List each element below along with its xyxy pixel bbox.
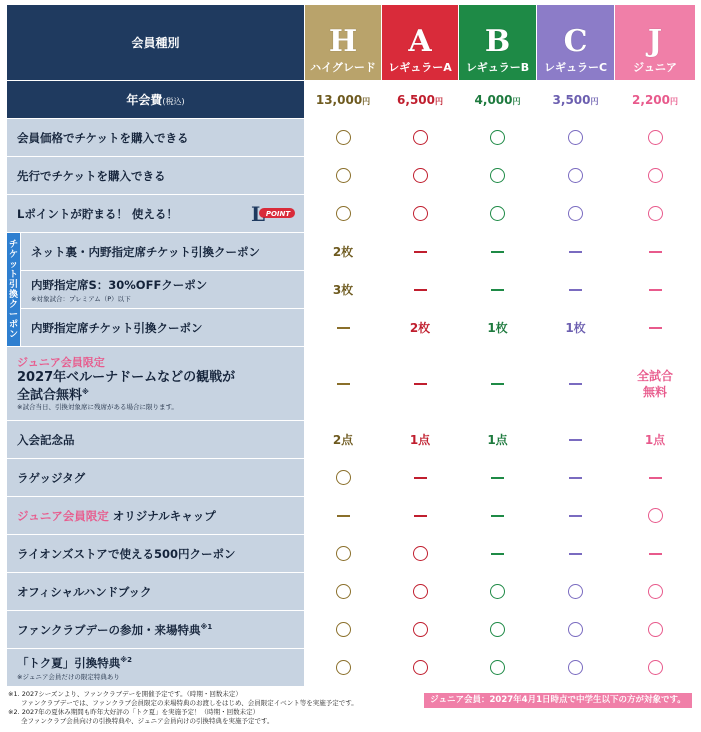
not-available-dash-icon: [649, 251, 662, 253]
member-type-label: 会員種別: [7, 5, 305, 81]
tier-letter: C: [563, 24, 588, 59]
mark-cell: [459, 157, 537, 195]
mark-cell: [382, 497, 459, 535]
junior-eligibility-note: ジュニア会員：2027年4月1日時点で中学生以下の方が対象です。: [424, 693, 692, 708]
annual-fee-label: [7, 81, 305, 119]
mark-cell: [459, 347, 537, 421]
mark-cell: [305, 347, 382, 421]
lpoint-logo-text: POINT: [265, 210, 291, 218]
available-circle-icon: [490, 622, 505, 637]
mark-cell: [459, 119, 537, 157]
fee-amount: 6,500: [397, 92, 435, 107]
available-circle-icon: [336, 206, 351, 221]
count-value: 1枚: [565, 321, 586, 335]
benefit-row: [7, 233, 696, 271]
count-value: 3枚: [332, 283, 354, 297]
sidebar-char: ク: [8, 299, 18, 310]
benefit-row: [7, 421, 696, 459]
mark-cell: [459, 309, 537, 347]
tier-a-header: [382, 5, 459, 81]
sidebar-char: 引: [8, 279, 18, 290]
not-available-dash-icon: [414, 251, 427, 253]
count-value: 1枚: [487, 321, 508, 335]
mark-cell: [459, 233, 537, 271]
benefit-label: ラゲッジタグ: [7, 459, 305, 497]
footnote-line: ※2. 2027年の夏休み期間も昨年大好評の「トク夏」を実施予定！（時期・回数未定）: [8, 708, 260, 716]
mark-cell: [382, 233, 459, 271]
mark-cell: [305, 611, 382, 649]
fee-cell: [305, 81, 382, 119]
available-circle-icon: [413, 660, 428, 675]
not-available-dash-icon: [337, 515, 350, 517]
not-available-dash-icon: [491, 289, 504, 291]
not-available-dash-icon: [569, 251, 582, 253]
mark-cell: [459, 649, 537, 687]
fee-unit: 円: [590, 96, 599, 106]
count-value: 1点: [487, 433, 508, 447]
mark-cell: [305, 157, 382, 195]
sidebar-char: チ: [8, 239, 18, 250]
benefit-note: ※ジュニア会員だけの限定特典あり: [17, 672, 120, 681]
mark-cell: [615, 271, 696, 309]
mark-cell: [305, 309, 382, 347]
lpoint-logo: [250, 202, 296, 224]
mark-cell: [615, 309, 696, 347]
mark-cell: [382, 535, 459, 573]
mark-cell: [537, 347, 615, 421]
available-circle-icon: [648, 584, 663, 599]
tier-letter: J: [647, 24, 663, 59]
mark-cell: [459, 271, 537, 309]
available-circle-icon: [413, 130, 428, 145]
fee-cell: [615, 81, 696, 119]
sidebar-text: [7, 240, 20, 340]
benefit-row: [7, 497, 696, 535]
benefit-label-cell: [7, 195, 305, 233]
not-available-dash-icon: [569, 289, 582, 291]
tier-j-header: [615, 5, 696, 81]
mark-cell: [305, 497, 382, 535]
mark-cell: [537, 233, 615, 271]
fee-amount: 4,000: [474, 92, 513, 107]
mark-cell: [615, 347, 696, 421]
benefit-label-line2: 全試合無料: [17, 387, 83, 403]
not-available-dash-icon: [569, 383, 582, 385]
mark-cell: [615, 459, 696, 497]
benefit-row: [7, 195, 696, 233]
available-circle-icon: [568, 660, 583, 675]
mark-cell: [537, 459, 615, 497]
benefit-label: 会員価格でチケットを購入できる: [7, 119, 305, 157]
mark-cell: [459, 421, 537, 459]
available-circle-icon: [568, 206, 583, 221]
benefit-label: ネット裏・内野指定席チケット引換クーポン: [21, 233, 305, 271]
count-value: 1点: [409, 433, 431, 447]
fee-amount: 3,500: [552, 92, 591, 107]
mark-cell: [382, 157, 459, 195]
mark-cell: [305, 195, 382, 233]
available-circle-icon: [336, 470, 351, 485]
tier-letter: B: [484, 24, 511, 59]
mark-cell: [382, 611, 459, 649]
available-circle-icon: [648, 660, 663, 675]
benefit-row: [7, 309, 696, 347]
sidebar-char: ト: [8, 269, 18, 280]
mark-cell: [537, 573, 615, 611]
footnote-line: ※1. 2027シーズンより、ファンクラブデーを開催予定です。（時期・回数未定）: [8, 690, 242, 698]
sidebar-char: ポ: [8, 319, 18, 330]
benefit-sup: ※: [82, 387, 89, 396]
benefit-sup: ※2: [120, 655, 132, 664]
tax-note: (税込): [162, 97, 185, 106]
benefit-note: ※対象試合：プレミアム（P）以下: [31, 294, 131, 303]
mark-cell: [615, 611, 696, 649]
mark-cell: [537, 611, 615, 649]
benefit-sup: ※1: [200, 622, 213, 631]
not-available-dash-icon: [491, 477, 504, 479]
mark-cell: [615, 233, 696, 271]
not-available-dash-icon: [569, 515, 582, 517]
available-circle-icon: [336, 584, 351, 599]
benefit-row: [7, 157, 696, 195]
fee-cell: [459, 81, 537, 119]
not-available-dash-icon: [414, 477, 427, 479]
count-value: 2枚: [332, 245, 354, 259]
comparison-table: [6, 4, 696, 687]
mark-cell: [382, 119, 459, 157]
available-circle-icon: [413, 622, 428, 637]
mark-cell: [615, 649, 696, 687]
benefit-label: 内野指定席チケット引換クーポン: [21, 309, 305, 347]
footnote-line: ファンクラブデーでは、ファンクラブ会員限定の来場特典のお渡しをはじめ、会員限定イベント等を実施予定です。: [8, 699, 358, 707]
available-circle-icon: [336, 660, 351, 675]
fee-row: [7, 81, 696, 119]
tier-letter: H: [328, 24, 358, 59]
sidebar-char: ー: [8, 309, 18, 320]
benefit-rows: [7, 119, 696, 687]
annual-fee-text: 年会費: [126, 93, 163, 107]
mark-cell: [382, 421, 459, 459]
not-available-dash-icon: [569, 553, 582, 555]
benefit-label: 先行でチケットを購入できる: [7, 157, 305, 195]
footnote-line: 全ファンクラブ会員向けの引換特典や、ジュニア会員向けの引換特典を実施予定です。: [8, 717, 274, 725]
mark-cell: [459, 573, 537, 611]
tier-b-header: [459, 5, 537, 81]
available-circle-icon: [648, 622, 663, 637]
sidebar-char: ッ: [8, 259, 18, 270]
not-available-dash-icon: [491, 383, 504, 385]
mark-cell: [615, 497, 696, 535]
tier-name: ハイグレード: [310, 61, 376, 74]
benefit-label: オリジナルキャップ: [112, 508, 216, 523]
all-games-line1: 全試合: [637, 368, 674, 383]
fee-amount: 2,200: [632, 92, 670, 107]
available-circle-icon: [336, 130, 351, 145]
tier-name: レギュラーB: [465, 61, 530, 74]
count-value: 2枚: [409, 321, 431, 335]
mark-cell: [537, 271, 615, 309]
not-available-dash-icon: [337, 327, 350, 329]
not-available-dash-icon: [649, 477, 662, 479]
all-games-line2: 無料: [643, 384, 668, 399]
mark-cell: [382, 649, 459, 687]
mark-cell: [305, 119, 382, 157]
available-circle-icon: [648, 130, 663, 145]
mark-cell: [459, 611, 537, 649]
mark-cell: [537, 195, 615, 233]
mark-cell: [537, 421, 615, 459]
benefit-label: オフィシャルハンドブック: [7, 573, 305, 611]
mark-cell: [382, 347, 459, 421]
mark-cell: [305, 233, 382, 271]
benefit-label: ライオンズストアで使える500円クーポン: [7, 535, 305, 573]
benefit-label-cell: [7, 611, 305, 649]
mark-cell: [305, 535, 382, 573]
mark-cell: [537, 497, 615, 535]
mark-cell: [459, 535, 537, 573]
mark-cell: [615, 119, 696, 157]
benefit-label: ファンクラブデーの参加・来場特典: [17, 622, 201, 637]
benefit-label-line1: 2027年ベルーナドームなどの観戦が: [17, 369, 236, 385]
junior-only-prefix: ジュニア会員限定: [17, 508, 109, 523]
available-circle-icon: [568, 622, 583, 637]
not-available-dash-icon: [491, 553, 504, 555]
benefit-label: 内野指定席S：30%OFFクーポン: [31, 277, 208, 292]
benefit-label: Lポイントが貯まる！ 使える！: [17, 206, 178, 221]
tier-header-row: [7, 5, 696, 81]
not-available-dash-icon: [414, 289, 427, 291]
mark-cell: [537, 649, 615, 687]
benefit-row: [7, 611, 696, 649]
available-circle-icon: [336, 622, 351, 637]
mark-cell: [382, 459, 459, 497]
mark-cell: [615, 157, 696, 195]
tier-name: レギュラーA: [388, 61, 452, 74]
available-circle-icon: [413, 206, 428, 221]
benefit-label-cell: [7, 649, 305, 687]
benefit-label-cell: [21, 271, 305, 309]
tier-letter: A: [408, 24, 432, 59]
not-available-dash-icon: [337, 383, 350, 385]
tier-name: レギュラーC: [543, 61, 608, 74]
mark-cell: [615, 535, 696, 573]
mark-cell: [615, 195, 696, 233]
benefit-label: 「トク夏」引換特典: [17, 655, 121, 670]
available-circle-icon: [648, 168, 663, 183]
benefit-row: [7, 459, 696, 497]
mark-cell: [459, 195, 537, 233]
benefit-row: [7, 649, 696, 687]
mark-cell: [305, 573, 382, 611]
all-games-free-label: [615, 368, 695, 400]
available-circle-icon: [490, 168, 505, 183]
tier-h-header: [305, 5, 382, 81]
mark-cell: [382, 271, 459, 309]
mark-cell: [459, 497, 537, 535]
benefit-row: [7, 119, 696, 157]
tier-c-header: [537, 5, 615, 81]
available-circle-icon: [413, 546, 428, 561]
not-available-dash-icon: [569, 439, 582, 441]
available-circle-icon: [490, 660, 505, 675]
fee-cell: [382, 81, 459, 119]
mark-cell: [305, 271, 382, 309]
benefit-note: ※試合当日、引換対象席に残席がある場合に限ります。: [17, 403, 178, 412]
not-available-dash-icon: [569, 477, 582, 479]
mark-cell: [382, 195, 459, 233]
fee-unit: 円: [670, 96, 678, 106]
available-circle-icon: [648, 206, 663, 221]
not-available-dash-icon: [491, 251, 504, 253]
not-available-dash-icon: [414, 383, 427, 385]
benefit-row: [7, 347, 696, 421]
benefit-row: [7, 573, 696, 611]
lpoint-logo-letter: L: [250, 202, 266, 224]
benefit-label: 入会記念品: [7, 421, 305, 459]
available-circle-icon: [413, 168, 428, 183]
available-circle-icon: [413, 584, 428, 599]
benefit-label-cell: [7, 497, 305, 535]
available-circle-icon: [336, 168, 351, 183]
mark-cell: [537, 309, 615, 347]
mark-cell: [305, 421, 382, 459]
mark-cell: [615, 573, 696, 611]
available-circle-icon: [648, 508, 663, 523]
not-available-dash-icon: [649, 289, 662, 291]
fee-unit: 円: [362, 96, 371, 106]
available-circle-icon: [490, 206, 505, 221]
not-available-dash-icon: [414, 515, 427, 517]
mark-cell: [537, 119, 615, 157]
benefit-row: [7, 271, 696, 309]
mark-cell: [537, 157, 615, 195]
mark-cell: [615, 421, 696, 459]
fee-cell: [537, 81, 615, 119]
benefit-label-cell: [7, 347, 305, 421]
mark-cell: [305, 649, 382, 687]
available-circle-icon: [568, 130, 583, 145]
count-value: 2点: [332, 433, 354, 447]
sidebar-char: ン: [8, 329, 18, 340]
benefit-row: [7, 535, 696, 573]
not-available-dash-icon: [649, 327, 662, 329]
mark-cell: [382, 309, 459, 347]
tier-name: ジュニア: [633, 61, 677, 74]
mark-cell: [459, 459, 537, 497]
footnotes: [8, 690, 418, 726]
sidebar-char: 換: [8, 289, 18, 300]
sidebar-char: ケ: [8, 249, 18, 260]
available-circle-icon: [568, 584, 583, 599]
mark-cell: [537, 535, 615, 573]
available-circle-icon: [490, 584, 505, 599]
mark-cell: [305, 459, 382, 497]
junior-only-prefix: ジュニア会員限定: [17, 355, 105, 369]
fee-amount: 13,000: [315, 92, 363, 107]
available-circle-icon: [336, 546, 351, 561]
available-circle-icon: [568, 168, 583, 183]
available-circle-icon: [490, 130, 505, 145]
fee-unit: 円: [512, 96, 521, 106]
ticket-coupon-sidebar: [7, 233, 21, 347]
fee-unit: 円: [435, 96, 443, 106]
not-available-dash-icon: [649, 553, 662, 555]
not-available-dash-icon: [491, 515, 504, 517]
mark-cell: [382, 573, 459, 611]
count-value: 1点: [644, 433, 666, 447]
